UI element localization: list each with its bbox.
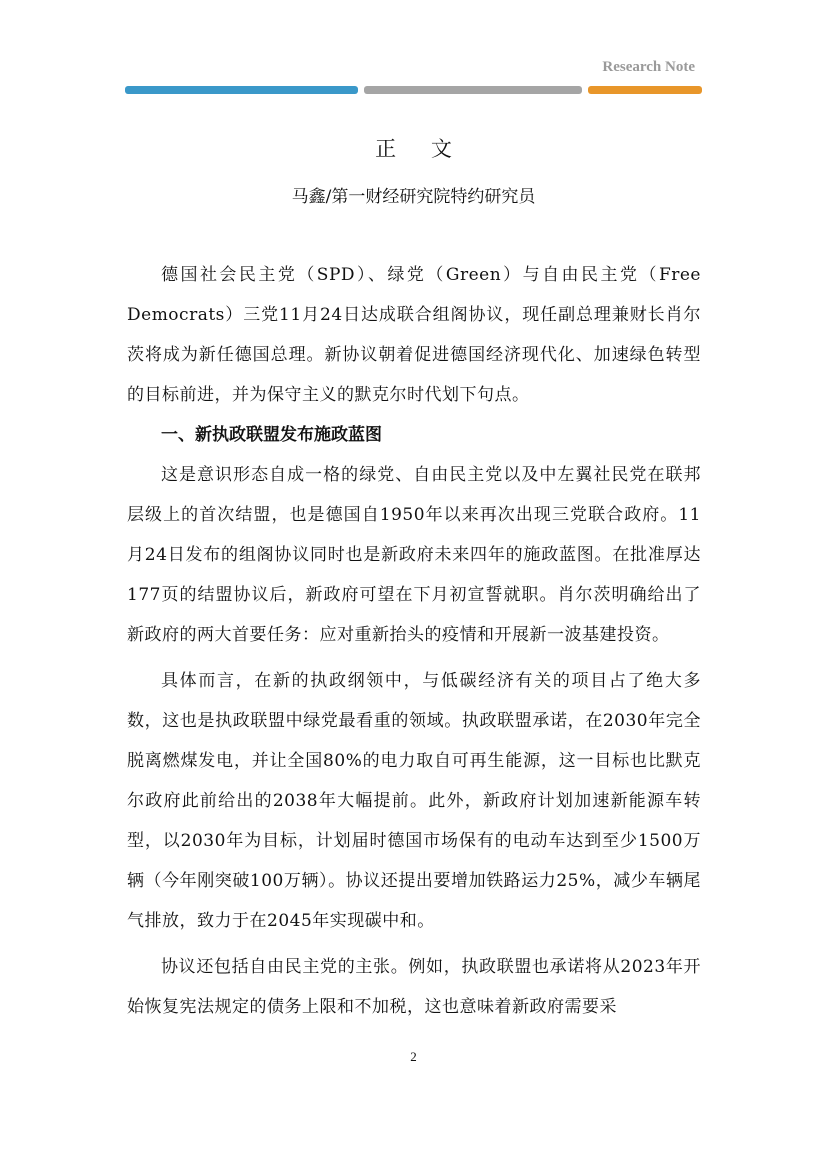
paragraph-fdp: 协议还包括自由民主党的主张。例如，执政联盟也承诺将从2023年开始恢复宪法规定的债务上限和不加税，这也意味着新政府需要采 — [127, 957, 701, 1017]
header-bar-gray — [364, 86, 582, 94]
section-heading: 一、新执政联盟发布施政蓝图 — [161, 425, 382, 445]
author-line: 马鑫/第一财经研究院特约研究员 — [291, 187, 536, 207]
paragraph-coalition: 这是意识形态自成一格的绿党、自由民主党以及中左翼社民党在联邦层级上的首次结盟，也是德国自1950年以来再次出现三党联合政府。11月24日发布的组阁协议同时也是新政府未来四年的施政蓝图。在批准厚达177页的结盟协议后，新政府可望在下月初宣誓就职。肖尔茨明确给出了新政府的两大首要任务：应对重新抬头的疫情和开展新一波基建投资。 — [127, 465, 701, 645]
paragraph-intro: 德国社会民主党（SPD）、绿党（Green）与自由民主党（Free Democrats）三党11月24日达成联合组阁协议，现任副总理兼财长肖尔茨将成为新任德国总理。新协议朝着促进德国经济现代化、加速绿色转型的目标前进，并为保守主义的默克尔时代划下句点。 — [127, 265, 701, 405]
header-bar-orange — [588, 86, 702, 94]
page-title: 正 文 — [375, 137, 466, 161]
paragraph-climate: 具体而言，在新的执政纲领中，与低碳经济有关的项目占了绝大多数，这也是执政联盟中绿党最看重的领域。执政联盟承诺，在2030年完全脱离燃煤发电，并让全国80%的电力取自可再生能源，这一目标也比默克尔政府此前给出的2038年大幅提前。此外，新政府计划加速新能源车转型，以2030年为目标，计划届时德国市场保有的电动车达到至少1500万辆（今年刚突破100万辆）。协议还提出要增加铁路运力25%，减少车辆尾气排放，致力于在2045年实现碳中和。 — [127, 671, 701, 931]
page-number: 2 — [410, 1049, 417, 1064]
header-label: Research Note — [602, 59, 695, 75]
header-bar-blue — [125, 86, 358, 94]
body-text — [127, 255, 701, 1027]
